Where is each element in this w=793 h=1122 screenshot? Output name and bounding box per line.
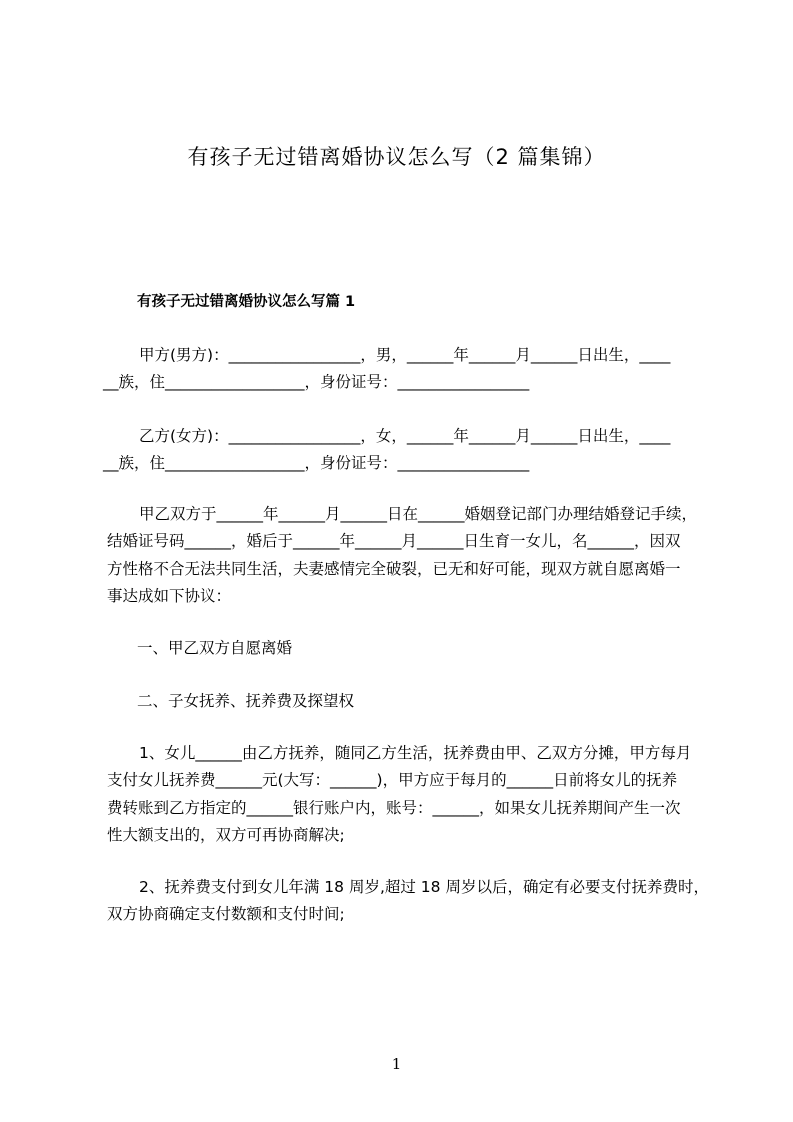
item-1-line-3: 费转账到乙方指定的______银行账户内，账号：______，如果女儿抚养期间产生一次 xyxy=(107,799,681,817)
section-heading: 有孩子无过错离婚协议怎么写篇 1 xyxy=(137,294,356,310)
item-1-line-4: 性大额支出的，双方可再协商解决; xyxy=(107,826,345,844)
intro-line-1: 甲乙双方于______年______月______日在______婚姻登记部门办理结婚登记手续， xyxy=(139,505,698,523)
party-a-line-1: 甲方(男方)：_________________，男，______年______月______日出生，____ xyxy=(139,346,671,364)
document-title: 有孩子无过错离婚协议怎么写（2 篇集锦） xyxy=(187,145,606,169)
party-a-line-2: __族，住__________________，身份证号：_________________ xyxy=(103,373,530,391)
party-b-line-2: __族，住__________________，身份证号：_________________ xyxy=(103,454,530,472)
item-2-line-2: 双方协商确定支付数额和支付时间; xyxy=(107,905,345,923)
clause-1: 一、甲乙双方自愿离婚 xyxy=(137,639,293,657)
clause-2: 二、子女抚养、抚养费及探望权 xyxy=(137,692,355,710)
item-1-line-2: 支付女儿抚养费______元(大写：______)，甲方应于每月的______日前将女儿的抚养 xyxy=(107,771,678,789)
intro-line-2: 结婚证号码______，婚后于______年______月______日生育一女儿，名______，因双 xyxy=(107,532,681,550)
party-b-line-1: 乙方(女方)：_________________，女，______年______月______日出生，____ xyxy=(139,427,671,445)
item-2-line-1: 2、抚养费支付到女儿年满 18 周岁,超过 18 周岁以后，确定有必要支付抚养费时， xyxy=(139,878,709,896)
page-number: 1 xyxy=(391,1055,402,1073)
intro-line-4: 事达成如下协议： xyxy=(107,587,232,605)
item-1-line-1: 1、女儿______由乙方抚养，随同乙方生活，抚养费由甲、乙双方分摊，甲方每月 xyxy=(139,744,692,762)
intro-line-3: 方性格不合无法共同生活，夫妻感情完全破裂，已无和好可能，现双方就自愿离婚一 xyxy=(107,560,681,578)
